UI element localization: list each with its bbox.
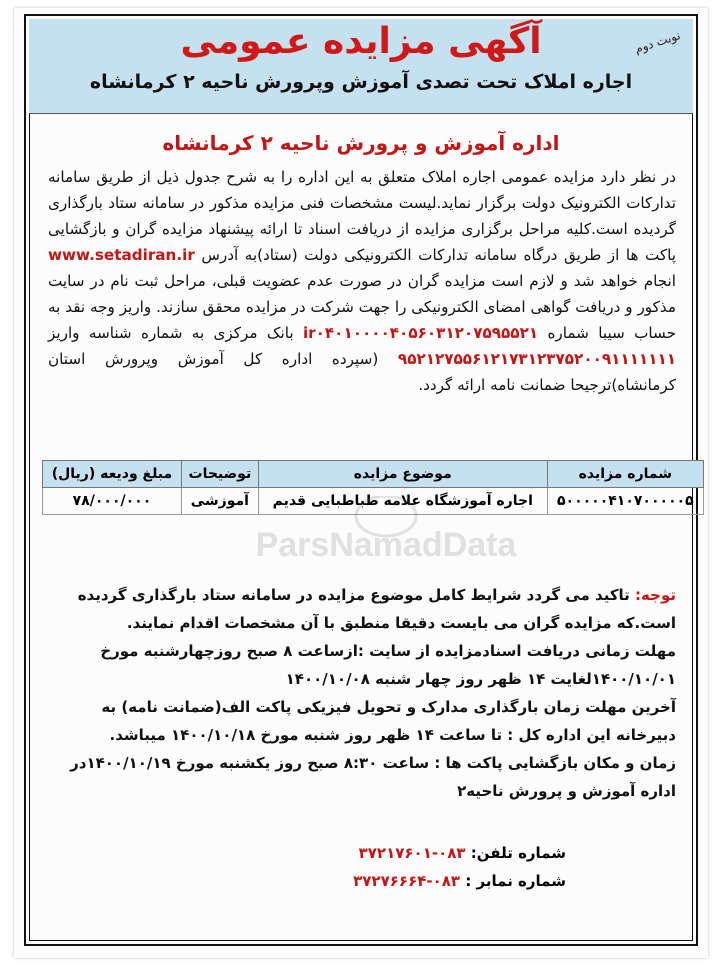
col-description: توضیحات <box>181 461 258 488</box>
description-part-4: (سپرده اداره کل آموزش وپرورش استان کرمانشاه)ترجیحا ضمانت نامه ارائه گردد. <box>48 350 676 394</box>
page-title: آگهی مزایده عمومی <box>180 21 542 62</box>
cell-deposit: ۷۸/۰۰۰/۰۰۰ <box>43 488 182 515</box>
phone-label: شماره تلفن: <box>470 844 566 862</box>
table-row <box>43 488 704 515</box>
deadline-upload: آخرین مهلت زمان بارگذاری مدارک و تحویل فیزیکی پاکت الف(ضمانت نامه) به دبیرخانه این اداره کل : تا ساعت ۱۴ ظهر روز شنبه مورخ ۱۴۰۰/۱۰/۱۸ میباشد. <box>101 698 676 744</box>
description-part-3: بانک مرکزی به شماره شناسه واریز <box>48 324 294 342</box>
deadline-docs: مهلت زمانی دریافت اسنادمزایده از سایت :ازساعت ۸ صبح روزچهارشنبه مورخ ۱۴۰۰/۱۰/۰۱لغایت ۱۴ ظهر روز چهار شنبه ۱۴۰۰/۱۰/۰۸ <box>100 642 676 688</box>
fax-label: شماره نمابر : <box>465 872 566 890</box>
iban-number: ir۰۴۰۱۰۰۰۰۴۰۵۶۰۳۱۲۰۷۵۹۵۵۲۱ <box>302 324 539 342</box>
fax-number: ۰۸۳-۳۷۲۷۶۶۶۴ <box>353 872 461 890</box>
watermark-text: ParsNamadData <box>255 526 517 564</box>
outer-border <box>24 14 698 946</box>
phone-line <box>353 839 566 867</box>
note-paragraph <box>48 581 676 637</box>
auction-table <box>42 460 704 515</box>
page-subtitle: اجاره املاک تحت تصدی آموزش وپرورش ناحیه ۲ کرمانشاه <box>89 71 633 93</box>
cell-description: آموزشی <box>181 488 258 515</box>
note-text: تاکید می گردد شرایط کامل موضوع مزایده در سامانه ستاد بارگذاری گردیده است.که مزایده گران می بایست دقیقا منطبق با آن مشخصات اقدام نمایند. <box>77 586 676 632</box>
description-part-2: انجام خواهد شد و لازم است مزایده گران در صورت عدم عضویت قبلی، مراحل ثبت نام در سایت مذکور و دریافت گواهی امضای الکترونیکی را جهت شرکت در مزایده محقق سازند. واریز وجه نقد به حساب سیبا شماره <box>48 272 676 342</box>
cell-auction-subject: اجاره آموزشگاه علامه طباطبایی قدیم <box>258 488 547 515</box>
notes-section <box>48 581 676 805</box>
description-part-1: در نظر دارد مزایده عمومی اجاره املاک متعلق به این اداره را به شرح جدول ذیل از طریق سامانه تدارکات الکترونیک دولت برگزار نماید.لیست مشخصات فنی مزایده مذکور در سامانه ستاد بارگذاری گردیده است.کلیه مراحل برگزاری مزایده از دریافت اسناد تا ارائه پیشنهاد مزایده گران و بازگشایی پاکت ها از طریق درگاه سامانه تدارکات الکترونیکی دولت (ستاد)به آدرس <box>48 168 676 264</box>
opening-time: زمان و مکان بازگشایی پاکت ها : ساعت ۸:۳۰ صبح روز یکشنبه مورخ ۱۴۰۰/۱۰/۱۹در اداره آموزش و پرورش ناحیه۲ <box>70 754 676 800</box>
table-header-row <box>43 461 704 488</box>
col-auction-subject: موضوع مزایده <box>258 461 547 488</box>
header-banner <box>29 19 693 114</box>
cell-auction-number: ۵۰۰۰۰۰۴۱۰۷۰۰۰۰۰۵ <box>547 488 703 515</box>
contact-info <box>353 839 566 895</box>
auction-description <box>48 164 676 398</box>
organization-name: اداره آموزش و پرورش ناحیه ۲ کرمانشاه <box>162 131 560 155</box>
round-label: نوبت دوم <box>632 28 683 56</box>
advertisement-page <box>14 8 708 958</box>
phone-number: ۰۸۳-۳۷۲۱۷۶۰۱ <box>358 844 466 862</box>
col-deposit: مبلغ ودیعه (ریال) <box>43 461 182 488</box>
fax-line <box>353 867 566 895</box>
note-label: توجه: <box>635 586 676 604</box>
col-auction-number: شماره مزایده <box>547 461 703 488</box>
setadiran-link[interactable]: www.setadiran.ir <box>48 246 195 264</box>
payment-id: ۹۵۲۱۲۷۵۵۶۱۲۱۷۳۱۲۳۷۵۲۰۰۹۱۱۱۱۱۱۱ <box>397 350 677 368</box>
